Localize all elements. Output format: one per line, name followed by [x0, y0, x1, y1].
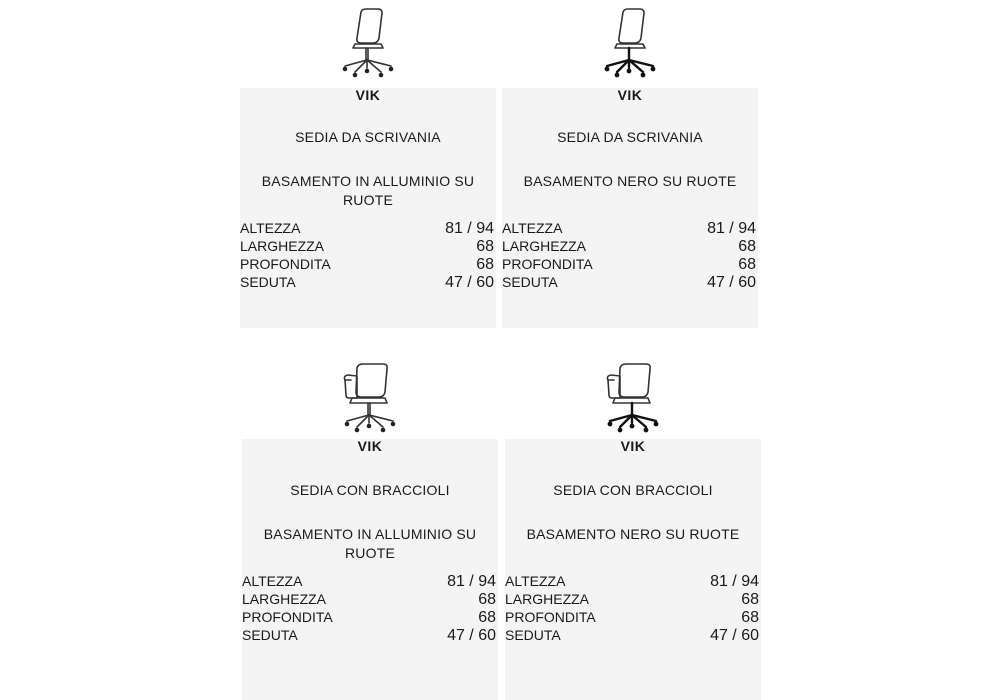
product-card-2: [502, 0, 758, 330]
dimension-value: 47 / 60: [447, 627, 496, 644]
dimension-row: [240, 273, 494, 291]
card-panel: [502, 88, 758, 328]
dimension-value: 68: [741, 591, 759, 608]
office-chair-icon: [333, 5, 403, 85]
dimension-value: 47 / 60: [707, 274, 756, 291]
dimension-label: ALTEZZA: [242, 573, 303, 589]
product-base: BASAMENTO IN ALLUMINIO SU RUOTE: [263, 526, 477, 561]
dimension-value: 81 / 94: [707, 220, 756, 237]
armchair-icon: [335, 360, 405, 440]
product-base: BASAMENTO NERO SU RUOTE: [523, 173, 737, 189]
dimension-row: [502, 237, 756, 255]
dimension-value: 81 / 94: [445, 220, 494, 237]
office-chair-icon: [595, 5, 665, 85]
product-card-1: [240, 0, 496, 330]
dimension-label: ALTEZZA: [240, 220, 301, 236]
product-name: VIK: [617, 87, 643, 103]
dimension-label: ALTEZZA: [505, 573, 566, 589]
dimension-row: [502, 219, 756, 237]
product-type: SEDIA CON BRACCIOLI: [290, 482, 450, 498]
dimension-label: LARGHEZZA: [240, 238, 325, 254]
dimension-value: 68: [741, 609, 759, 626]
dimension-row: [242, 572, 496, 590]
dimension-value: 81 / 94: [447, 573, 496, 590]
dimensions-table: [502, 219, 756, 291]
dimension-row: [242, 608, 496, 626]
product-type: SEDIA DA SCRIVANIA: [295, 129, 441, 145]
dimension-label: PROFONDITA: [242, 609, 333, 625]
dimension-value: 68: [738, 256, 756, 273]
dimension-label: LARGHEZZA: [242, 591, 327, 607]
product-name: VIK: [357, 438, 383, 454]
dimension-value: 68: [478, 609, 496, 626]
product-name: VIK: [355, 87, 381, 103]
dimension-row: [502, 273, 756, 291]
dimension-label: SEDUTA: [240, 274, 296, 290]
dimension-row: [242, 626, 496, 644]
dimension-row: [505, 608, 759, 626]
dimension-label: PROFONDITA: [505, 609, 596, 625]
dimension-row: [240, 219, 494, 237]
card-panel: [505, 439, 761, 700]
product-base: BASAMENTO NERO SU RUOTE: [526, 526, 740, 542]
dimension-value: 68: [478, 591, 496, 608]
dimension-label: SEDUTA: [505, 627, 561, 643]
dimension-label: LARGHEZZA: [505, 591, 590, 607]
dimension-row: [240, 237, 494, 255]
product-type: SEDIA CON BRACCIOLI: [553, 482, 713, 498]
dimension-label: SEDUTA: [502, 274, 558, 290]
dimension-value: 68: [476, 238, 494, 255]
dimension-value: 81 / 94: [710, 573, 759, 590]
dimension-value: 68: [738, 238, 756, 255]
dimension-value: 68: [476, 256, 494, 273]
dimension-row: [242, 590, 496, 608]
dimension-row: [505, 626, 759, 644]
dimension-value: 47 / 60: [445, 274, 494, 291]
card-panel: [242, 439, 498, 700]
dimension-label: PROFONDITA: [502, 256, 593, 272]
dimension-row: [502, 255, 756, 273]
dimension-row: [240, 255, 494, 273]
dimension-label: PROFONDITA: [240, 256, 331, 272]
dimension-label: LARGHEZZA: [502, 238, 587, 254]
dimensions-table: [242, 572, 496, 644]
product-card-3: [242, 355, 498, 700]
dimensions-table: [505, 572, 759, 644]
armchair-icon: [598, 360, 668, 440]
dimension-row: [505, 572, 759, 590]
dimensions-table: [240, 219, 494, 291]
product-name: VIK: [620, 438, 646, 454]
product-type: SEDIA DA SCRIVANIA: [557, 129, 703, 145]
product-base: BASAMENTO IN ALLUMINIO SU RUOTE: [261, 173, 475, 208]
product-card-4: [505, 355, 761, 700]
dimension-label: SEDUTA: [242, 627, 298, 643]
dimension-value: 47 / 60: [710, 627, 759, 644]
dimension-label: ALTEZZA: [502, 220, 563, 236]
dimension-row: [505, 590, 759, 608]
